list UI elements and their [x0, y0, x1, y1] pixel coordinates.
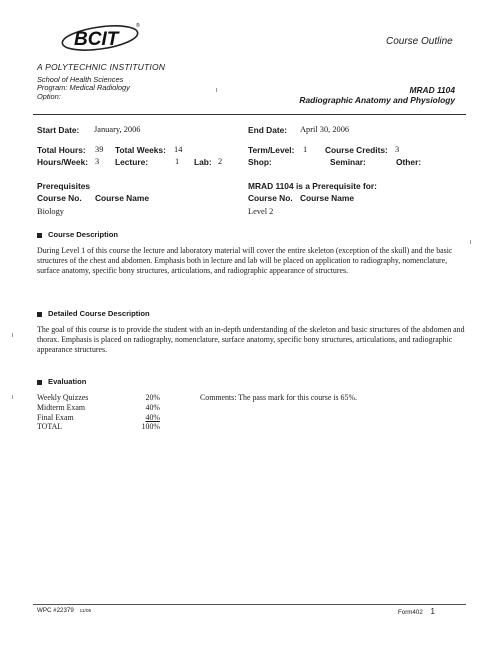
school-info	[37, 76, 130, 101]
prereq-col-course-no: Course No.	[37, 193, 82, 203]
prereq-for-title: MRAD 1104 is a Prerequisite for:	[248, 181, 377, 191]
evaluation-value: 40%	[145, 402, 160, 412]
section-bullet-icon	[37, 312, 42, 317]
footer-date: 11/05	[79, 609, 92, 614]
footer-left	[37, 607, 91, 614]
hours-week-value: 3	[95, 157, 100, 166]
scan-mark	[470, 240, 471, 244]
scan-mark	[12, 333, 13, 337]
start-date-label: Start Date:	[37, 125, 80, 135]
logo-text: BCIT	[74, 29, 119, 50]
scan-mark	[216, 88, 217, 92]
total-hours-value: 39	[95, 145, 104, 154]
school-name: School of Health Sciences	[37, 75, 124, 84]
evaluation-total-value: 100%	[141, 422, 160, 432]
shop-label: Shop:	[248, 157, 272, 167]
prereq-for-col-course-no: Course No.	[248, 193, 293, 203]
term-level-label: Term/Level:	[248, 145, 295, 155]
course-description-title: Course Description	[48, 230, 119, 239]
detailed-description-text: The goal of this course is to provide the student with an in-depth understanding of the skeleton and basic structures of the abdomen and thorax. Emphasis is placed on radiography, nomenclature, surface anatomy, specific bony structures, articulations, and radiographic appearance structures.	[37, 325, 465, 354]
detailed-description-title: Detailed Course Description	[48, 309, 150, 318]
scan-mark	[12, 395, 13, 399]
lab-label: Lab:	[194, 157, 212, 167]
course-credits-value: 3	[395, 145, 400, 154]
footer-form: Form402	[398, 609, 423, 616]
evaluation-item: Weekly Quizzes	[37, 393, 89, 402]
evaluation-heading	[37, 377, 86, 386]
total-weeks-label: Total Weeks:	[115, 145, 166, 155]
seminar-label: Seminar:	[330, 157, 366, 167]
end-date-value: April 30, 2006	[300, 125, 350, 134]
footer-doc-number: WPC #22379	[37, 607, 74, 614]
lab-value: 2	[218, 157, 223, 166]
evaluation-item: Midterm Exam	[37, 402, 85, 412]
section-bullet-icon	[37, 380, 42, 385]
evaluation-total-label: TOTAL	[37, 422, 63, 432]
course-description-text: During Level 1 of this course the lecture and laboratory material will cover the entire skeleton (exception of the skull) and the basic structures of the chest and abdomen. Emphasis both in lecture and lab will be placed on application to radiography, nomenclature, surface anatomy, specific bony structures, articulations, and radiographic appearance of structures.	[37, 246, 453, 275]
option-label: Option:	[37, 91, 61, 101]
term-level-value: 1	[303, 145, 308, 154]
detailed-description-heading	[37, 309, 150, 318]
total-weeks-value: 14	[174, 145, 183, 154]
course-heading	[299, 85, 455, 105]
lecture-value: 1	[175, 157, 180, 166]
header-divider	[33, 114, 466, 115]
course-credits-label: Course Credits:	[325, 145, 388, 155]
prereq-for-col-course-name: Course Name	[300, 193, 354, 203]
prereq-for-course-value: Level 2	[248, 207, 274, 216]
prerequisites-title: Prerequisites	[37, 181, 91, 191]
lecture-label: Lecture:	[115, 157, 149, 167]
course-code: MRAD 1104	[409, 85, 455, 95]
document-type: Course Outline	[386, 36, 453, 47]
evaluation-value: 40%	[145, 412, 160, 422]
evaluation-value: 20%	[145, 393, 160, 402]
prereq-col-course-name: Course Name	[95, 193, 149, 203]
evaluation-title: Evaluation	[48, 377, 87, 386]
prereq-course-value: Biology	[37, 207, 64, 216]
hours-week-label: Hours/Week:	[37, 157, 89, 167]
page-number: 1	[430, 607, 435, 616]
footer-divider	[33, 604, 466, 605]
svg-text:®: ®	[136, 23, 140, 29]
bcit-logo	[60, 18, 146, 58]
evaluation-values	[138, 393, 160, 432]
evaluation-items	[37, 393, 88, 432]
footer-right	[398, 607, 435, 616]
evaluation-item: Final Exam	[37, 412, 74, 422]
total-hours-label: Total Hours:	[37, 145, 86, 155]
course-title: Radiographic Anatomy and Physiology	[299, 95, 455, 105]
evaluation-comments: Comments: The pass mark for this course is 65%.	[200, 393, 357, 402]
end-date-label: End Date:	[248, 125, 288, 135]
tagline: A POLYTECHNIC INSTITUTION	[37, 62, 166, 72]
start-date-value: January, 2006	[94, 125, 141, 134]
program-name: Program: Medical Radiology	[37, 83, 130, 93]
course-description-heading	[37, 230, 118, 239]
section-bullet-icon	[37, 233, 42, 238]
other-label: Other:	[396, 157, 422, 167]
